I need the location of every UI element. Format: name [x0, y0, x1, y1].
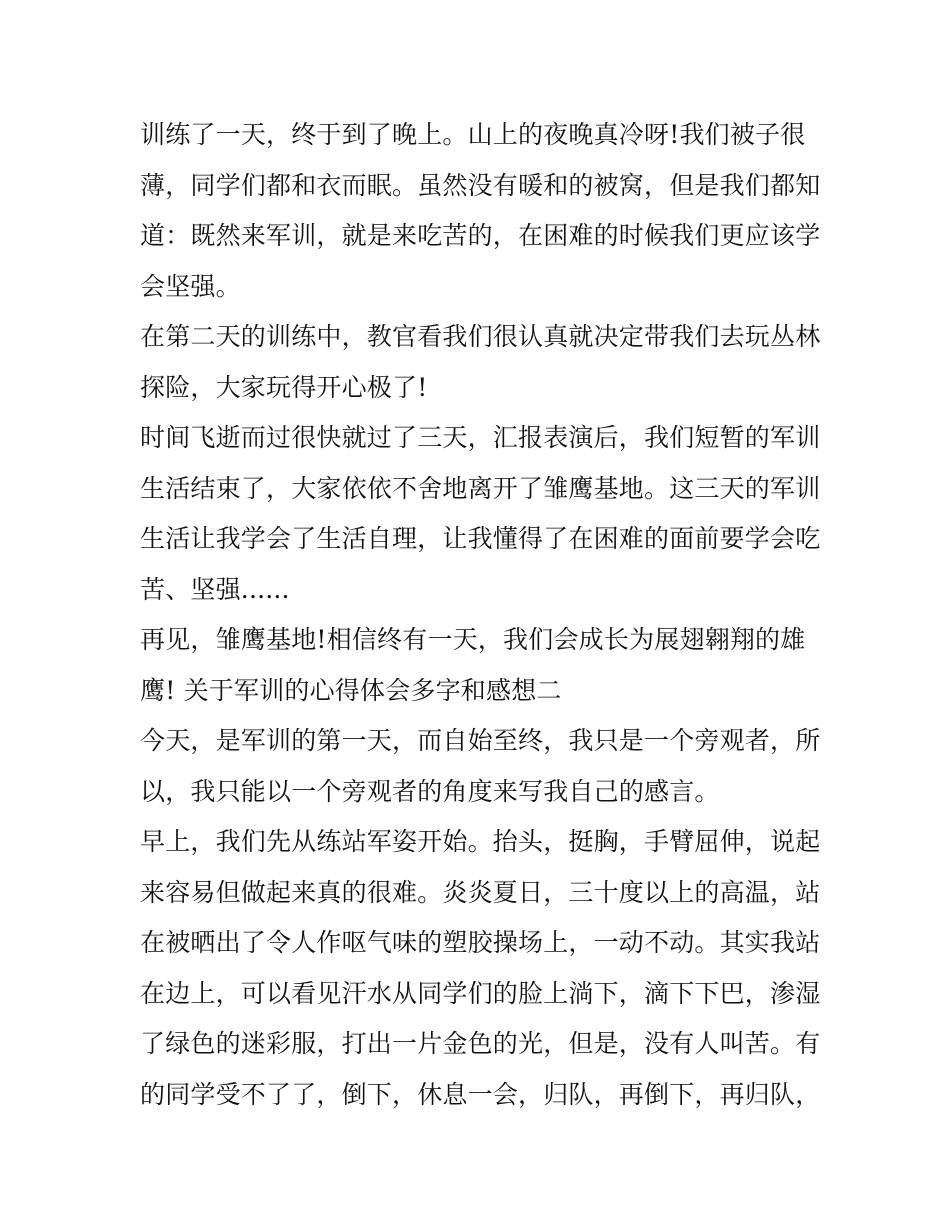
text-line: 苦、坚强......: [140, 574, 290, 604]
text-line: 探险，大家玩得开心极了!: [140, 372, 428, 402]
text-line: 时间飞逝而过很快就过了三天，汇报表演后，我们短暂的军训: [140, 423, 821, 452]
text-line: 训练了一天，终于到了晚上。山上的夜晚真冷呀!我们被子很: [140, 120, 806, 149]
section-heading-line: 鹰! 关于军训的心得体会多字和感想二: [140, 675, 562, 705]
text-line: 在被晒出了令人作呕气味的塑胶操场上，一动不动。其实我站: [140, 928, 821, 957]
text-line: 早上，我们先从练站军姿开始。抬头，挺胸，手臂屈伸，说起: [140, 827, 821, 856]
text-line: 在边上，可以看见汗水从同学们的脸上淌下，滴下下巴，渗湿: [140, 978, 821, 1008]
document-body: [140, 110, 820, 1120]
text-line: 生活让我学会了生活自理，让我懂得了在困难的面前要学会吃: [140, 524, 821, 553]
text-line: 道：既然来军训，就是来吃苦的，在困难的时候我们更应该学: [140, 221, 821, 250]
text-line: 在第二天的训练中，教官看我们很认真就决定带我们去玩丛林: [140, 322, 821, 351]
text-line: 以，我只能以一个旁观者的角度来写我自己的感言。: [140, 776, 720, 806]
text-line: 薄，同学们都和衣而眠。虽然没有暖和的被窝，但是我们都知: [140, 170, 821, 200]
text-line: 来容易但做起来真的很难。炎炎夏日，三十度以上的高温，站: [140, 877, 821, 907]
text-line: 会坚强。: [140, 271, 241, 301]
text-line: 的同学受不了了，倒下，休息一会，归队，再倒下，再归队，: [140, 1079, 821, 1109]
text-line: 生活结束了，大家依依不舍地离开了雏鹰基地。这三天的军训: [140, 473, 821, 503]
text-line: 再见，雏鹰基地!相信终有一天，我们会成长为展翅翱翔的雄: [140, 625, 806, 654]
text-line: 今天，是军训的第一天，而自始至终，我只是一个旁观者，所: [140, 726, 821, 755]
text-line: 了绿色的迷彩服，打出一片金色的光，但是，没有人叫苦。有: [140, 1029, 821, 1058]
